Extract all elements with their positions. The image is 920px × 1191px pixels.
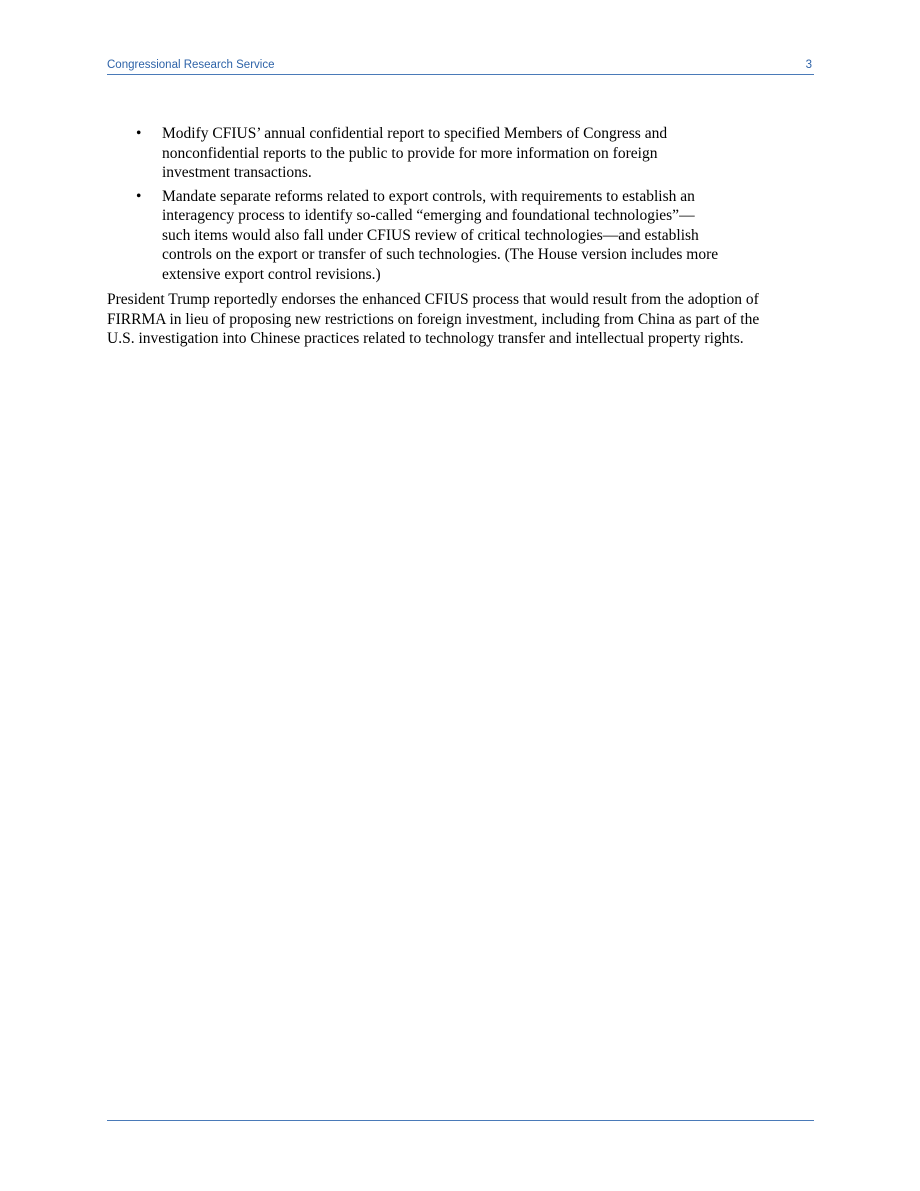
page-number: 3 <box>805 59 812 71</box>
text-line: extensive export control revisions.) <box>162 265 381 283</box>
text-line: such items would also fall under CFIUS review of critical technologies—and establish <box>162 226 699 244</box>
bullet-icon: • <box>136 125 142 142</box>
text-line: Mandate separate reforms related to export controls, with requirements to establish an <box>162 187 695 205</box>
bullet-text <box>162 124 762 183</box>
page-content <box>107 124 814 349</box>
header-title: Congressional Research Service <box>107 59 275 71</box>
bullet-icon: • <box>136 187 142 205</box>
text-line: interagency process to identify so-called “emerging and foundational technologies”— <box>162 207 695 224</box>
list-item <box>107 187 762 285</box>
page-header <box>107 58 814 75</box>
footer-rule <box>107 1120 814 1121</box>
bullet-text <box>162 187 762 285</box>
body-paragraph <box>107 290 814 349</box>
text-line: controls on the export or transfer of such technologies. (The House version includes more <box>162 246 719 263</box>
text-line: Modify CFIUS’ annual confidential report to specified Members of Congress and <box>162 125 668 142</box>
list-item <box>107 124 762 183</box>
bullet-list <box>107 124 814 284</box>
text-line: President Trump reportedly endorses the enhanced CFIUS process that would result from the adoption of <box>107 291 759 308</box>
text-line: FIRRMA in lieu of proposing new restrictions on foreign investment, including from China as part of the <box>107 310 760 328</box>
text-line: U.S. investigation into Chinese practices related to technology transfer and intellectual property rights. <box>107 330 744 347</box>
text-line: nonconfidential reports to the public to provide for more information on foreign <box>162 144 658 162</box>
text-line: investment transactions. <box>162 164 312 181</box>
